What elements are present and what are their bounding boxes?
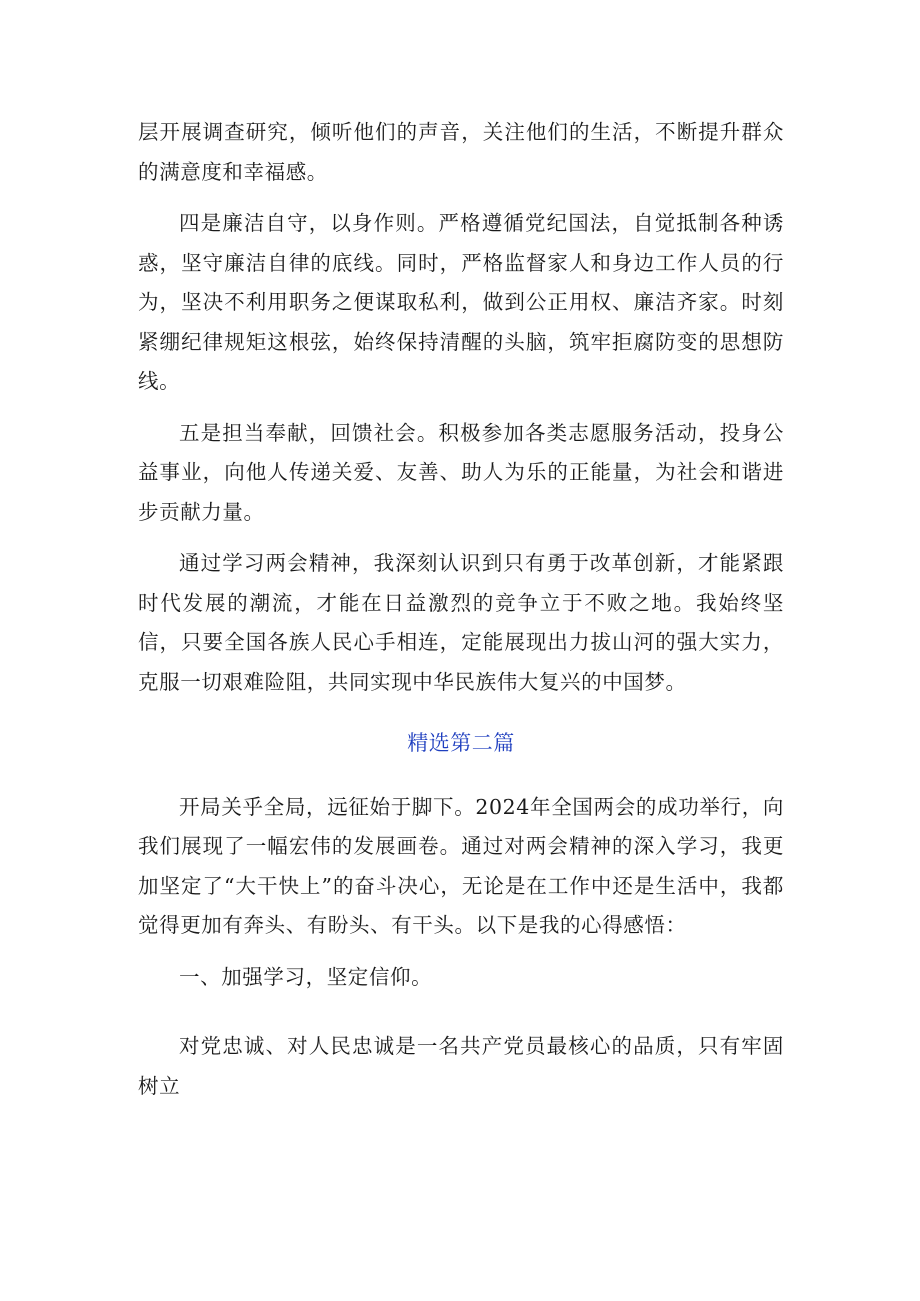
document-body xyxy=(138,113,784,1118)
paragraph-point-one: 一、加强学习，坚定信仰。 xyxy=(179,964,433,989)
paragraph-integrity: 四是廉洁自守，以身作则。严格遵循党纪国法，自觉抵制各种诱惑，坚守廉洁自律的底线。同时，严格监督家人和身边工作人员的行为，坚决不利用职务之便谋取私利，做到公正用权、廉洁齐家。时刻紧绷纪律规矩这根弦，始终保持清醒的头脑，筑牢拒腐防变的思想防线。 xyxy=(138,211,784,393)
paragraph-intro: 开局关乎全局，远征始于脚下。2024年全国两会的成功举行，向我们展现了一幅宏伟的发展画卷。通过对两会精神的深入学习，我更加坚定了“大干快上”的奋斗决心，无论是在工作中还是生活中，我都觉得更加有奔头、有盼头、有干头。以下是我的心得感悟： xyxy=(138,794,784,937)
paragraph-dedication: 五是担当奉献，回馈社会。积极参加各类志愿服务活动，投身公益事业，向他人传递关爱、友善、助人为乐的正能量，为社会和谐进步贡献力量。 xyxy=(138,420,784,524)
paragraph-continuation: 层开展调查研究，倾听他们的声音，关注他们的生活，不断提升群众的满意度和幸福感。 xyxy=(138,120,784,184)
section-heading: 精选第二篇 xyxy=(407,731,515,755)
paragraph-loyalty: 对党忠诚、对人民忠诚是一名共产党员最核心的品质，只有牢固树立 xyxy=(138,1034,784,1098)
paragraph-conclusion: 通过学习两会精神，我深刻认识到只有勇于改革创新，才能紧跟时代发展的潮流，才能在日益激烈的竞争立于不败之地。我始终坚信，只要全国各族人民心手相连，定能展现出力拔山河的强大实力，克服一切艰难险阻，共同实现中华民族伟大复兴的中国梦。 xyxy=(138,551,784,694)
